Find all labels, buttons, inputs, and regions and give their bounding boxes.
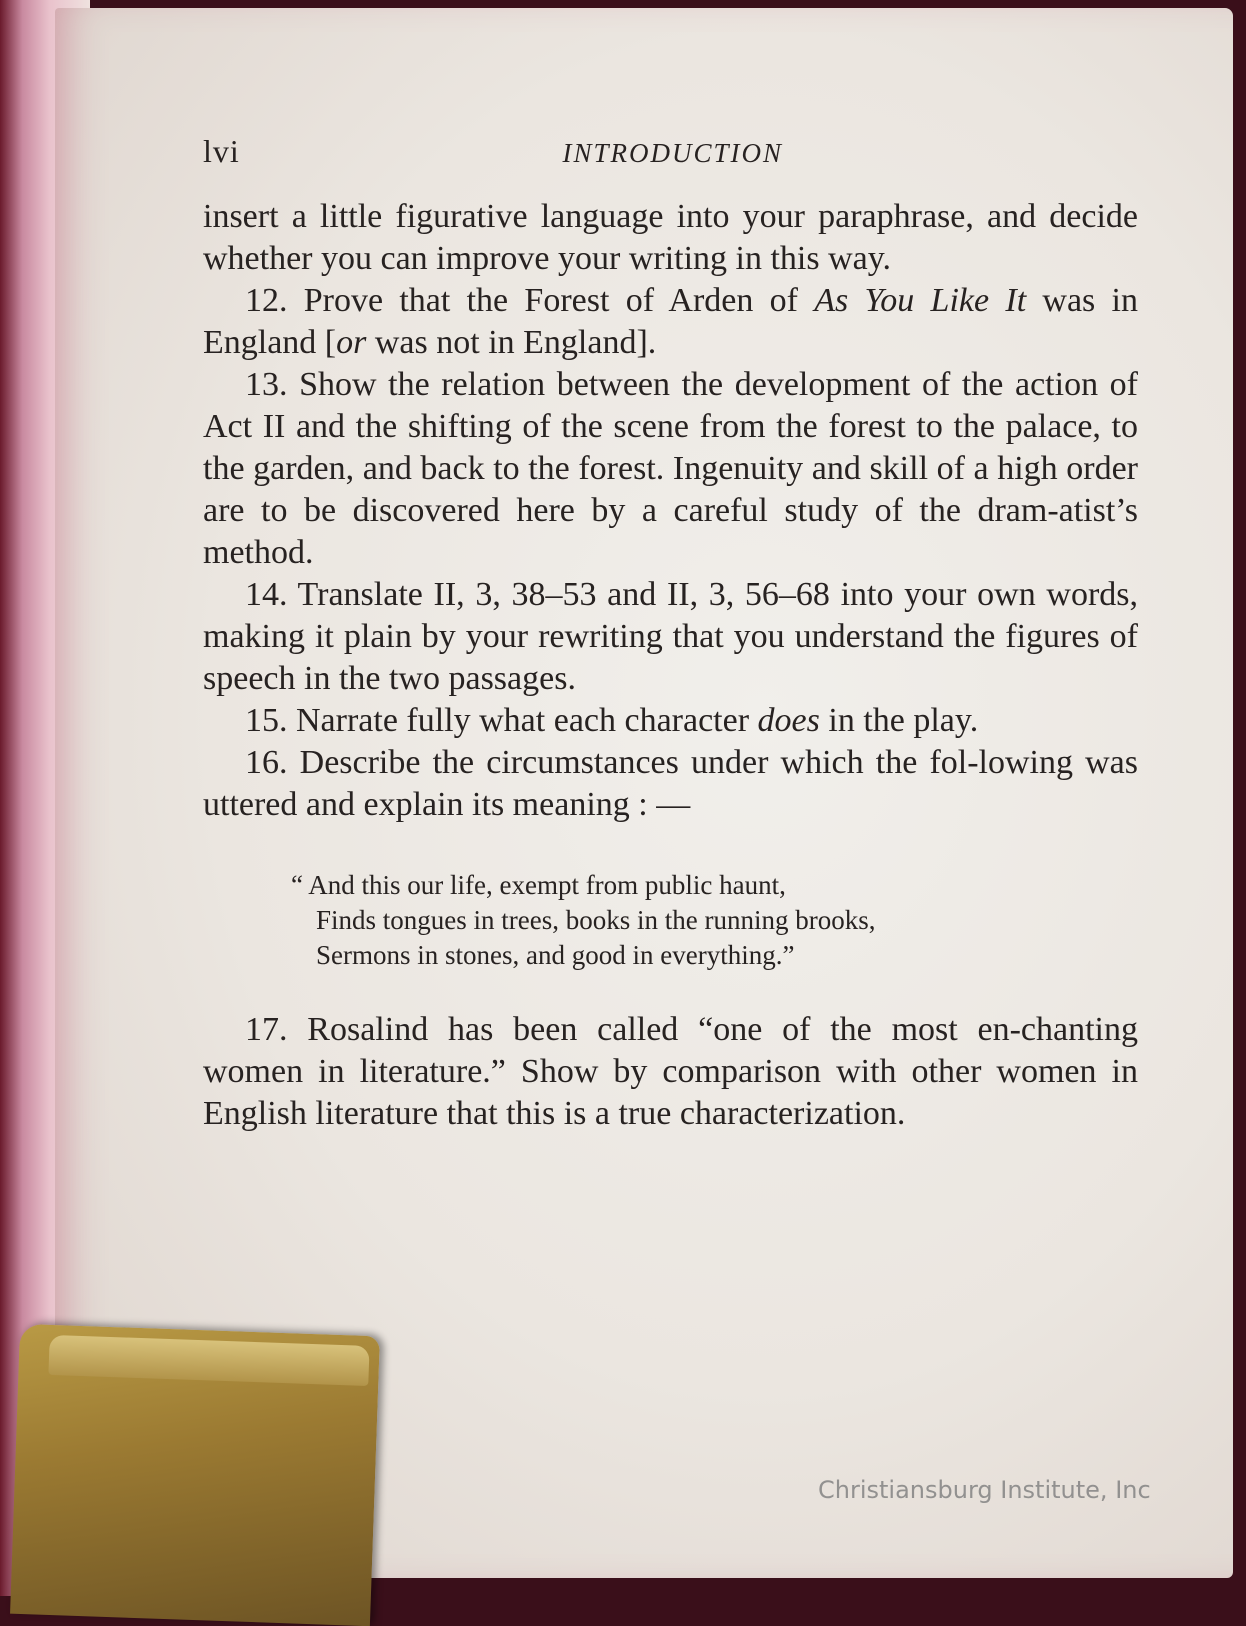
running-head — [203, 130, 1138, 174]
watermark: Christiansburg Institute, Inc — [818, 1476, 1151, 1504]
question-14: 14. Translate II, 3, 38–53 and II, 3, 56–68 into your own words, making it plain by your rewriting that you understand the figures of speech in the two passages. — [203, 576, 1138, 697]
quote-line: Finds tongues in trees, books in the running brooks, — [316, 905, 876, 935]
question-15: 15. Narrate fully what each character does in the play. — [245, 702, 979, 739]
quote-line: Sermons in stones, and good in everything.” — [316, 940, 795, 970]
quote-line: “ And this our life, exempt from public haunt, — [291, 870, 786, 900]
question-12: 12. Prove that the Forest of Arden of As You Like It was in England [or was not in England]. — [203, 282, 1139, 361]
paragraph-continuation: insert a little figurative language into your paraphrase, and decide whether you can improve your writing in this way. — [203, 198, 1138, 277]
question-17: 17. Rosalind has been called “one of the most en-chanting women in literature.” Show by comparison with other women in English literature that this is a true characterization. — [203, 1011, 1138, 1132]
page-text — [203, 130, 1138, 1135]
block-quote — [291, 868, 1138, 973]
question-16: 16. Describe the circumstances under which the fol-lowing was uttered and explain its meaning : — — [203, 744, 1138, 823]
question-13: 13. Show the relation between the development of the action of Act II and the shifting of the scene from the forest to the palace, to the garden, and back to the forest. Ingenuity and skill of a high order are to be discovered here by a careful study of the dram-atist’s method. — [203, 366, 1138, 571]
thumb — [10, 1324, 380, 1626]
page-number: lvi — [203, 133, 240, 169]
running-title: INTRODUCTION — [562, 138, 783, 168]
thumbnail-nail — [48, 1335, 369, 1386]
